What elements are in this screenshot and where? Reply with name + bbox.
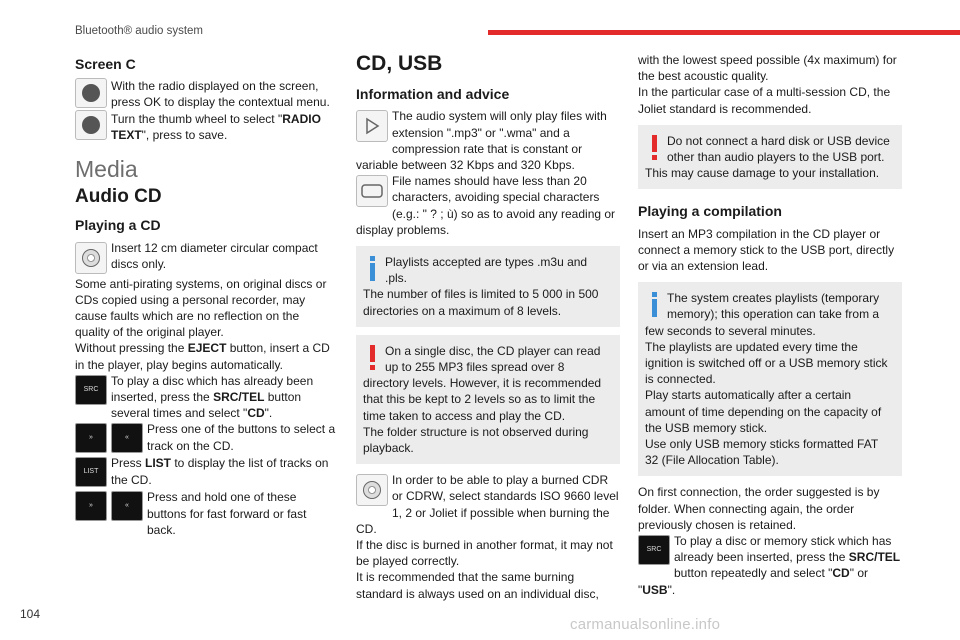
burned-block bbox=[356, 472, 620, 537]
warning-box-mp3-levels bbox=[356, 335, 620, 464]
info-icon bbox=[363, 254, 385, 284]
watermark: carmanualsonline.info bbox=[570, 616, 721, 633]
file-name-icon bbox=[356, 175, 388, 207]
play-disc-usb-block bbox=[638, 533, 902, 598]
mp3-text: The audio system will only play files with extension ".mp3" or ".wma" and a compression rate that is constant or variable between 32 Kbps and 320 Kbps. bbox=[356, 109, 607, 173]
header-accent-bar bbox=[488, 30, 960, 35]
fast-forward-icon: » bbox=[75, 491, 107, 521]
audio-cd-title: Audio CD bbox=[75, 186, 162, 208]
hold-text: Press and hold one of these buttons for fast forward or fast back. bbox=[147, 490, 307, 537]
filenames-block bbox=[356, 173, 620, 238]
fat32-text: Use only USB memory sticks formatted FAT 32 (File Allocation Table). bbox=[645, 437, 878, 468]
thumb-wheel-icons bbox=[75, 78, 107, 140]
column-3 bbox=[638, 52, 902, 598]
insert-block bbox=[75, 240, 337, 276]
play-disc-usb-text: To play a disc or memory stick which has already been inserted, press the SRC/TEL button repeatedly and select "CD" or "USB". bbox=[638, 534, 901, 597]
insert-mp3-text: Insert an MP3 compilation in the CD player or connect a memory stick to the USB port, directly or via an extension lead. bbox=[638, 226, 895, 274]
cd-disc-icon bbox=[356, 474, 388, 506]
previous-track-icon: « bbox=[111, 423, 143, 453]
multisession-text: In the particular case of a multi-session CD, the Joliet standard is recommended. bbox=[638, 85, 891, 116]
list-button-icon: LIST bbox=[75, 457, 107, 487]
info-advice-title: Information and advice bbox=[356, 86, 510, 103]
playing-cd-title: Playing a CD bbox=[75, 217, 161, 234]
other-format-text: If the disc is burned in another format, it may not be played correctly. bbox=[356, 538, 613, 569]
fast-back-icon: « bbox=[111, 491, 143, 521]
page-number: 104 bbox=[20, 607, 41, 621]
select-track-text: Press one of the buttons to select a track on the CD. bbox=[147, 422, 336, 453]
column-1 bbox=[75, 52, 337, 538]
play-starts-text: Play starts automatically after a certain amount of time depending on the capacity of the USB memory stick. bbox=[645, 388, 882, 435]
compilation-title: Playing a compilation bbox=[638, 203, 782, 220]
antipirating-text: Some anti-pirating systems, on original discs or CDs copied using a personal recorder, may cause faults which are no reflection on the quality of the original player. bbox=[75, 276, 327, 340]
media-title: Media bbox=[75, 156, 138, 183]
play-inserted-text: To play a disc which has already been inserted, press the SRC/TEL button several times and select "CD". bbox=[111, 373, 314, 421]
thumb-wheel-icon bbox=[75, 110, 107, 140]
filenames-text: File names should have less than 20 characters, avoiding special characters (e.g.: " ? ; ù) so as to avoid any reading or display problems. bbox=[356, 174, 616, 237]
src-button-icon: SRC bbox=[75, 375, 107, 405]
playlists-update-text: The playlists are updated every time the ignition is switched off or a USB memory stick is connected. bbox=[645, 339, 888, 387]
warning-icon bbox=[363, 343, 385, 373]
mp3-levels-text: On a single disc, the CD player can read up to 255 MP3 files spread over 8 directory levels. However, it is recommended that this be kept to 2 levels so as to limit the time taken to access and play the CD. bbox=[363, 343, 602, 423]
thumb-wheel-icon bbox=[75, 78, 107, 108]
cd-usb-title: CD, USB bbox=[356, 52, 443, 75]
select-track-block bbox=[75, 421, 337, 455]
folder-structure-text: The folder structure is not observed during playback. bbox=[363, 424, 589, 456]
screen-c-title: Screen C bbox=[75, 56, 136, 72]
insert-text: Insert 12 cm diameter circular compact discs only. bbox=[111, 240, 318, 271]
same-standard-text: It is recommended that the same burning standard is always used on an individual disc, bbox=[356, 570, 599, 601]
info-icon bbox=[645, 290, 667, 320]
burned-text: In order to be able to play a burned CDR or CDRW, select standards ISO 9660 level 1, 2 or Joliet if possible when burning the CD. bbox=[356, 473, 619, 536]
column-2 bbox=[356, 52, 620, 602]
play-file-icon bbox=[356, 110, 388, 142]
file-limit-text: The number of files is limited to 5 000 in 500 directories on a maximum of 8 levels. bbox=[363, 287, 599, 318]
lowest-speed-text: with the lowest speed possible (4x maximum) for the best acoustic quality. bbox=[638, 53, 897, 84]
hold-block bbox=[75, 489, 337, 538]
eject-text: Without pressing the EJECT button, insert a CD in the player, play begins automatically. bbox=[75, 341, 330, 372]
warning-icon bbox=[645, 133, 667, 163]
screen-c-block bbox=[75, 78, 337, 143]
info-box-playlists-usb bbox=[638, 282, 902, 476]
info-box-playlists bbox=[356, 246, 620, 327]
mp3-block bbox=[356, 108, 620, 173]
cd-disc-icon bbox=[75, 242, 107, 274]
usb-warning-text: Do not connect a hard disk or USB device other than audio players to the USB port. This may cause damage to your installation. bbox=[645, 133, 890, 181]
list-block bbox=[75, 455, 337, 489]
next-track-icon: » bbox=[75, 423, 107, 453]
playlists-create-text: The system creates playlists (temporary memory); this operation can take from a few seconds to several minutes. bbox=[645, 291, 880, 338]
first-connection-text: On first connection, the order suggested is by folder. When connecting again, the order previously chosen is retained. bbox=[638, 485, 880, 532]
screen-c-text: With the radio displayed on the screen, press OK to display the contextual menu. Turn the thumb wheel to select "RADIO TEXT", press to save. bbox=[111, 79, 330, 142]
header-title: Bluetooth® audio system bbox=[75, 25, 204, 37]
play-inserted-block bbox=[75, 373, 337, 422]
warning-box-usb bbox=[638, 125, 902, 190]
src-button-icon: SRC bbox=[638, 535, 670, 565]
playlists-text: Playlists accepted are types .m3u and .pls. bbox=[385, 255, 588, 286]
list-text: Press LIST to display the list of tracks on the CD. bbox=[111, 456, 329, 487]
